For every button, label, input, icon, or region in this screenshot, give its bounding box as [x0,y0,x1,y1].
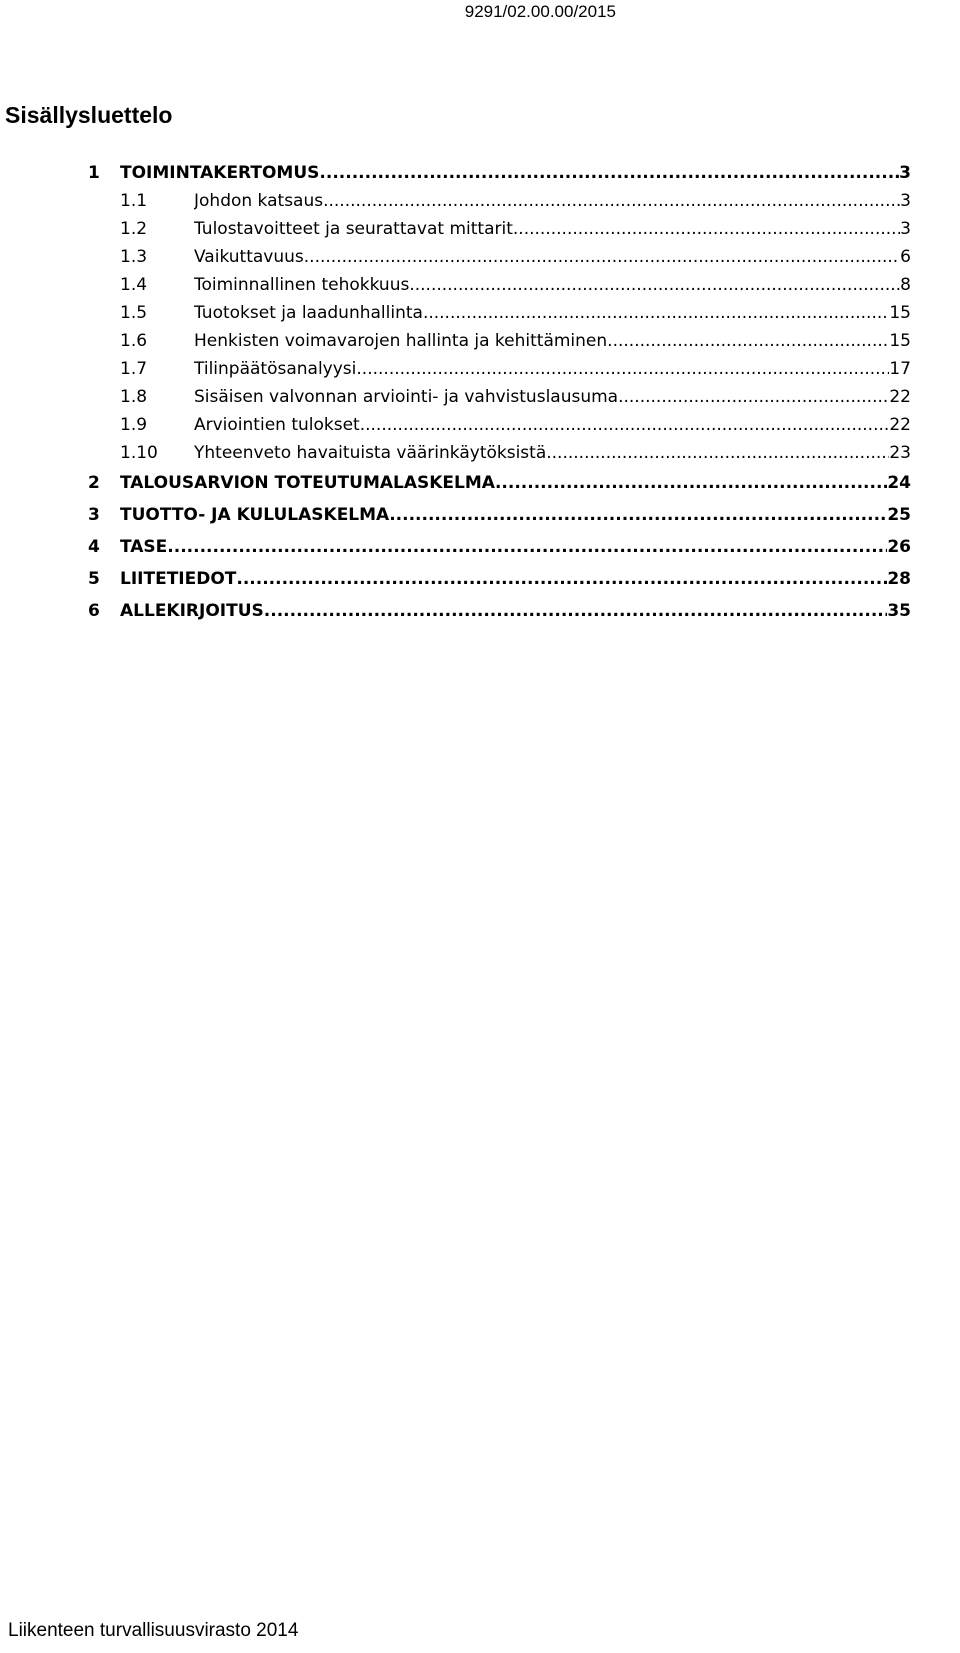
toc-entry-page: 15 [889,303,911,323]
toc-entry-number: 4 [88,537,100,557]
toc-entry[interactable] [0,243,960,271]
toc-dot-leader [513,215,900,243]
toc-entry-page: 22 [889,415,911,435]
toc-entry-title: Arviointien tulokset [194,415,360,435]
toc-entry[interactable] [0,271,960,299]
toc-entry-title: Toiminnallinen tehokkuus [194,275,410,295]
toc-entry-number: 1.4 [120,275,148,295]
toc-entry-title: Vaikuttavuus [194,247,304,267]
toc-entry-title: Tulostavoitteet ja seurattavat mittarit [194,219,513,239]
toc-entry-page: 28 [887,569,911,589]
toc-dot-leader [360,411,890,439]
toc-dot-leader [389,501,887,529]
page-title: Sisällysluettelo [5,102,173,128]
toc-entry-title: TUOTTO- JA KULULASKELMA [120,505,390,525]
toc-dot-leader [323,187,900,215]
toc-entry-page: 26 [887,537,911,557]
toc-dot-leader [495,469,887,497]
toc-dot-leader [319,159,899,187]
toc-entry-title: TOIMINTAKERTOMUS [120,163,320,183]
toc-entry-page: 15 [889,331,911,351]
toc-entry-title: TALOUSARVION TOTEUTUMALASKELMA [120,473,495,493]
toc-entry-title: Yhteenveto havaituista väärinkäytöksistä [194,443,547,463]
toc-dot-leader [304,243,900,271]
toc-entry[interactable] [0,299,960,327]
toc-entry-number: 6 [88,601,100,621]
toc-entry-page: 3 [900,191,911,211]
toc-entry-title: Tuotokset ja laadunhallinta [194,303,423,323]
toc-entry-page: 3 [899,163,911,183]
toc-entry[interactable] [0,215,960,243]
toc-entry-page: 35 [887,601,911,621]
toc-entry-number: 1 [88,163,100,183]
toc-dot-leader [423,299,889,327]
toc-entry-page: 17 [889,359,911,379]
toc-entry[interactable] [0,501,960,529]
toc-entry[interactable] [0,383,960,411]
toc-dot-leader [409,271,900,299]
toc-entry-number: 1.5 [120,303,148,323]
toc-entry-number: 1.1 [120,191,148,211]
toc-entry-page: 23 [889,443,911,463]
page-footer: Liikenteen turvallisuusvirasto 2014 [8,1620,299,1641]
toc-entry-number: 1.3 [120,247,148,267]
toc-entry-title: Sisäisen valvonnan arviointi- ja vahvistuslausuma [194,387,619,407]
toc-entry-title: TASE [120,537,168,557]
toc-entry-number: 1.10 [120,443,158,463]
toc-entry[interactable] [0,533,960,561]
toc-entry-number: 1.7 [120,359,148,379]
toc-entry-number: 1.9 [120,415,148,435]
toc-dot-leader [264,597,888,625]
toc-entry[interactable] [0,159,960,187]
toc-dot-leader [607,327,889,355]
toc-entry-page: 24 [887,473,911,493]
toc-dot-leader [618,383,889,411]
toc-dot-leader [236,565,887,593]
toc-dot-leader [356,355,889,383]
document-id: 9291/02.00.00/2015 [464,2,616,21]
toc-entry-title: ALLEKIRJOITUS [120,601,264,621]
toc-entry-title: Johdon katsaus [194,191,324,211]
toc-entry-page: 8 [900,275,911,295]
toc-entry-number: 5 [88,569,100,589]
toc-entry-page: 22 [889,387,911,407]
toc-entry-number: 2 [88,473,100,493]
toc-entry-number: 3 [88,505,100,525]
toc-entry[interactable] [0,327,960,355]
toc-entry-title: Henkisten voimavarojen hallinta ja kehittäminen [194,331,608,351]
toc-entry[interactable] [0,439,960,467]
toc-entry[interactable] [0,187,960,215]
toc-entry-number: 1.6 [120,331,148,351]
toc-dot-leader [167,533,887,561]
toc-entry[interactable] [0,355,960,383]
toc-dot-leader [546,439,889,467]
toc-entry-title: LIITETIEDOT [120,569,237,589]
toc-entry[interactable] [0,565,960,593]
toc-entry-title: Tilinpäätösanalyysi [194,359,357,379]
toc-entry-page: 25 [887,505,911,525]
toc-entry[interactable] [0,411,960,439]
toc-entry[interactable] [0,469,960,497]
toc-entry-page: 3 [900,219,911,239]
toc-entry-number: 1.8 [120,387,148,407]
toc-entry[interactable] [0,597,960,625]
toc-entry-number: 1.2 [120,219,148,239]
toc-entry-page: 6 [900,247,911,267]
